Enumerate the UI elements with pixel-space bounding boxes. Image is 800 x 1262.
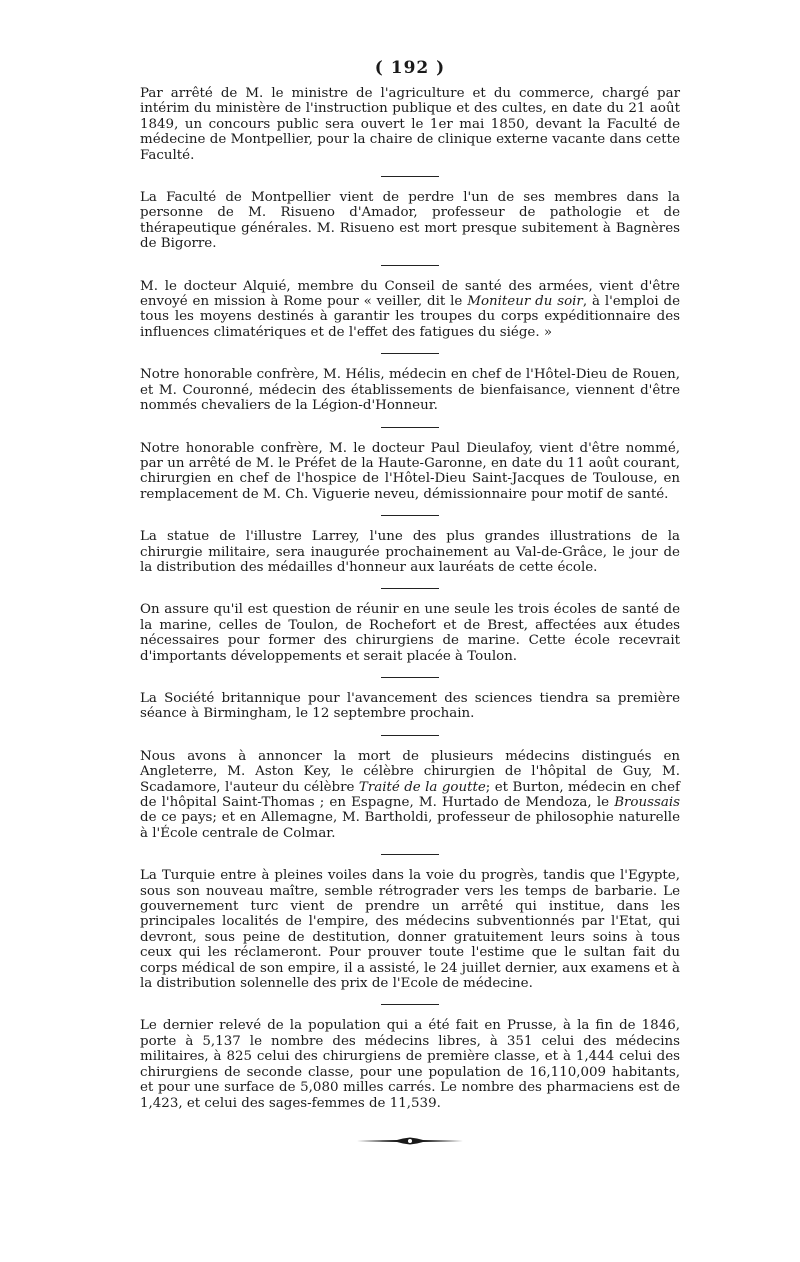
paragraph-prusse-population: Le dernier relevé de la population qui a été fait en Prusse, à la fin de 1846, porte à 5,137 le nombre des médecins libres, à 351 celui des médecins militaires, à 825 celui des chirurgiens de première classe, et à 1,444 celui des chirurgiens de seconde classe, pour une population de 16,110,009 habitants, et pour une surface de 5,080 milles carrés. Le nombre des pharmaciens est de 1,423, et celui des sages-femmes de 11,539. (140, 1018, 680, 1111)
separator-rule (381, 265, 439, 266)
separator-rule (381, 854, 439, 855)
paragraph-risueno-amador: La Faculté de Montpellier vient de perdre l'un de ses membres dans la personne de M. Risueno d'Amador, professeur de pathologie et de thérapeutique générales. M. Risueno est mort presque subitement à Bagnères de Bigorre. (140, 190, 680, 252)
paragraph-concours-montpellier: Par arrêté de M. le ministre de l'agriculture et du commerce, chargé par intérim du ministère de l'instruction publique et des cultes, en date du 21 août 1849, un concours public sera ouvert le 1er mai 1850, devant la Faculté de médecine de Montpellier, pour la chaire de clinique externe vacante dans cette Faculté. (140, 86, 680, 163)
paragraph-alquie-text-a: M. le docteur Alquié, membre du Conseil de santé des armées, vient d'être envoyé en mission à Rome pour « veiller, dit le (140, 278, 680, 310)
separator-rule (381, 515, 439, 516)
paragraph-turquie-egypte: La Turquie entre à pleines voiles dans la voie du progrès, tandis que l'Egypte, sous son nouveau maître, semble rétrograder vers les temps de barbarie. Le gouvernement turc vient de prendre un arrêté qui institue, dans les principales localités de l'empire, des médecins subventionnés par l'Etat, qui devront, sous peine de destitution, donner gratuitement leurs soins à tous ceux qui les réclameront. Pour prouver toute l'estime que le sultan fait du corps médical de son empire, il a assisté, le 24 juillet dernier, aux examens et à la distribution solennelle des prix de l'Ecole de médecine. (140, 868, 680, 992)
paragraph-deces-text-b: ; et Burton, médecin en chef de l'hôpital Saint-Thomas ; en Espagne, M. Hurtado de Mendoza, le (140, 779, 680, 810)
separator-rule (381, 176, 439, 177)
paragraph-deces-text-c: de ce pays; et en Allemagne, M. Bartholdi, professeur de philosophie naturelle à l'École centrale de Colmar. (140, 810, 680, 841)
ornament-icon (355, 1137, 465, 1145)
separator-rule (381, 427, 439, 428)
paragraph-helis-legion: Notre honorable confrère, M. Hélis, médecin en chef de l'Hôtel-Dieu de Rouen, et M. Couronné, médecin des établissements de bienfaisance, viennent d'être nommés chevaliers de la Légion-d'Honneur. (140, 367, 680, 414)
separator-rule (381, 1004, 439, 1005)
paragraph-deces-italic-goutte: Traité de la goutte (358, 779, 486, 795)
separator-rule (381, 735, 439, 736)
separator-rule (381, 353, 439, 354)
end-ornament (355, 1137, 465, 1145)
paragraph-medecins-decedes (140, 749, 680, 841)
page-number: ( 192 ) (374, 58, 446, 78)
paragraph-deces-text-a: Nous avons à annoncer la mort de plusieurs médecins distingués en Angleterre, M. Aston Key, le célèbre chirurgien de l'hôpital de Guy, M. Scadamore, l'auteur du célèbre (140, 748, 680, 795)
separator-rule (381, 677, 439, 678)
paragraph-alquie-text-b: , à l'emploi de tous les moyens destinés à garantir les troupes du corps expéditionnaire des influences climatériques et de l'effet des fatigues du siége. » (140, 294, 680, 340)
paragraph-larrey-statue: La statue de l'illustre Larrey, l'une des plus grandes illustrations de la chirurgie militaire, sera inaugurée prochainement au Val-de-Grâce, le jour de la distribution des médailles d'honneur aux lauréats de cette école. (140, 529, 680, 575)
page (140, 58, 680, 1145)
paragraph-dieulafoy: Notre honorable confrère, M. le docteur Paul Dieulafoy, vient d'être nommé, par un arrêté de M. le Préfet de la Haute-Garonne, en date du 11 août courant, chirurgien en chef de l'hospice de l'Hôtel-Dieu Saint-Jacques de Toulouse, en remplacement de M. Ch. Viguerie neveu, démissionnaire pour motif de santé. (140, 440, 680, 502)
paragraph-alquie-italic: Moniteur du soir (467, 294, 583, 310)
paragraph-ecoles-marine: On assure qu'il est question de réunir en une seule les trois écoles de santé de la marine, celles de Toulon, de Rochefort et de Brest, affectées aux études nécessaires pour former des chirurgiens de marine. Cette école recevrait d'importants développements et serait placée à Toulon. (140, 602, 680, 664)
separator-rule (381, 588, 439, 589)
paragraph-alquie-mission (140, 279, 680, 341)
paragraph-societe-britannique: La Société britannique pour l'avancement des sciences tiendra sa première séance à Birmingham, le 12 septembre prochain. (140, 690, 680, 722)
paragraph-deces-italic-broussais: Broussais (614, 795, 680, 810)
